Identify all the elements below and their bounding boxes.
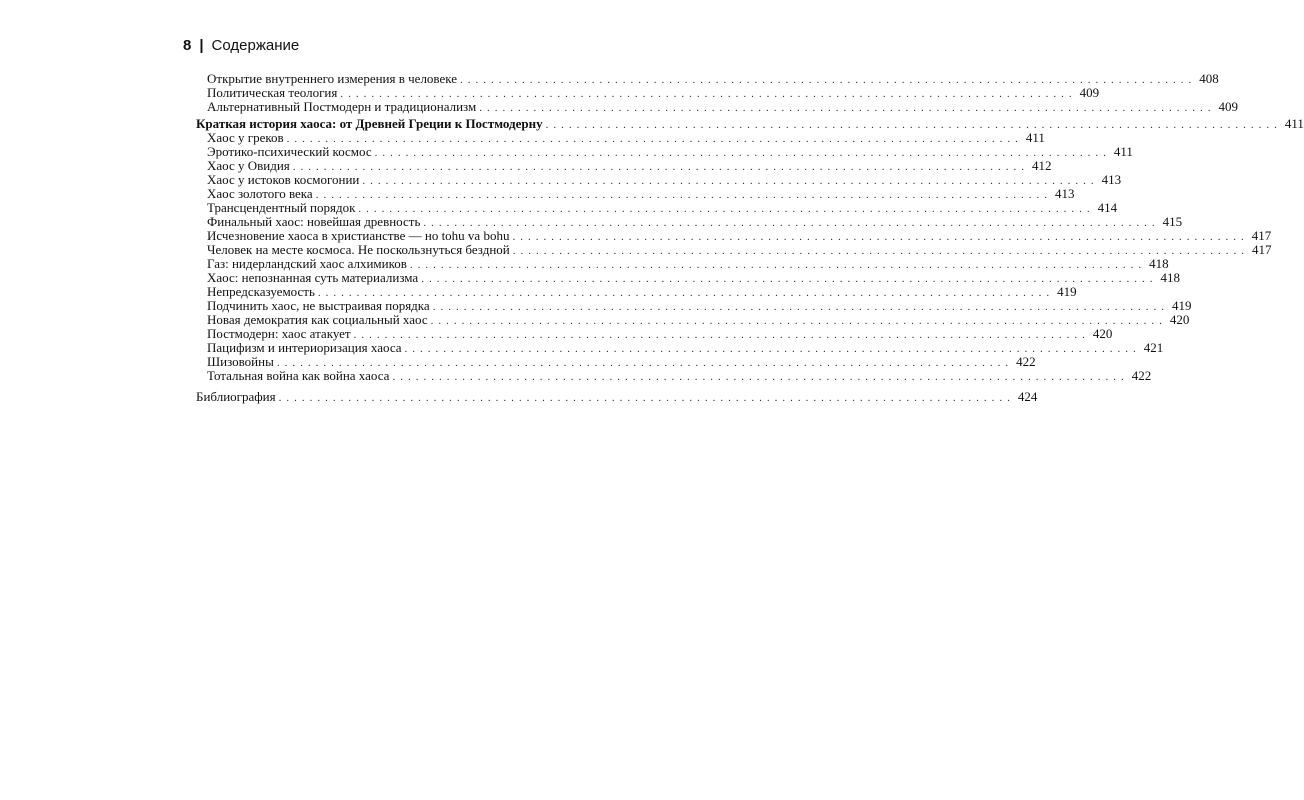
section-title: Содержание — [211, 37, 300, 54]
toc-entry-title: Человек на месте космоса. Не поскользнуться бездной — [207, 242, 510, 257]
dot-leader: ............................................................................................... — [545, 119, 1282, 131]
toc-entry — [207, 144, 1133, 159]
toc-entry-title: Хаос: непознанная суть материализма — [207, 270, 419, 285]
toc-bibliography-title: Библиография — [196, 389, 276, 404]
toc-entry-page: 419 — [1057, 284, 1077, 299]
toc-entry — [207, 368, 1152, 383]
toc-entry — [207, 186, 1075, 201]
toc-entry-title: Хаос у истоков космогонии — [207, 172, 360, 187]
toc-chapter-page: 411 — [1284, 116, 1304, 131]
dot-leader: ............................................................................................... — [276, 357, 1014, 369]
toc-entry — [207, 256, 1169, 271]
page-number: 8 — [183, 37, 192, 54]
dot-leader: ............................................................................................... — [340, 88, 1077, 100]
toc-entry — [207, 130, 1045, 145]
toc-entry-title: Трансцендентный порядок — [207, 200, 356, 215]
toc-entry-page: 412 — [1032, 158, 1052, 173]
toc-entry-title: Шизовойны — [207, 354, 274, 369]
toc-entry-page: 418 — [1160, 270, 1180, 285]
dot-leader: ............................................................................................... — [404, 343, 1141, 355]
dot-leader: ............................................................................................... — [512, 231, 1249, 243]
toc-entry — [207, 214, 1183, 229]
dot-leader: ............................................................................................... — [315, 189, 1052, 201]
toc-entry — [207, 326, 1113, 341]
toc-entry — [207, 228, 1272, 243]
toc-entry-page: 420 — [1092, 326, 1113, 341]
toc-entry — [207, 242, 1272, 257]
dot-leader: ............................................................................................... — [512, 245, 1249, 257]
toc-entry — [207, 200, 1118, 215]
toc-entry-title: Непредсказуемость — [207, 284, 315, 299]
toc-entry-page: 408 — [1199, 71, 1219, 86]
toc-entry-title: Финальный хаос: новейшая древность — [207, 214, 421, 229]
toc-entry-title: Хаос золотого века — [207, 186, 313, 201]
toc-entry-page: 420 — [1169, 312, 1190, 327]
toc-entry-title: Пацифизм и интериоризация хаоса — [207, 340, 402, 355]
dot-leader: ............................................................................................... — [358, 203, 1095, 215]
toc-entry-title: Тотальная война как война хаоса — [207, 368, 390, 383]
toc-entry-page: 411 — [1113, 144, 1133, 159]
toc-entry-title: Газ: нидерландский хаос алхимиков — [207, 256, 407, 271]
dot-leader: ............................................................................................... — [362, 175, 1099, 187]
dot-leader: ............................................................................................... — [432, 301, 1169, 313]
toc-entry-page: 422 — [1131, 368, 1152, 383]
toc-entry-page: 417 — [1251, 242, 1272, 257]
toc-entry-page: 419 — [1171, 298, 1192, 313]
dot-leader: ............................................................................................... — [392, 371, 1129, 383]
toc-chapter — [196, 116, 1304, 131]
toc-entry-title: Хаос у греков — [207, 130, 284, 145]
header-separator: | — [199, 37, 204, 54]
toc-entry-page: 415 — [1162, 214, 1183, 229]
toc-entry — [207, 158, 1052, 173]
toc-entry — [207, 85, 1100, 100]
toc-entry — [207, 172, 1122, 187]
toc-entry-title: Политическая теология — [207, 85, 338, 100]
dot-leader: ............................................................................................... — [286, 133, 1023, 145]
toc-entry — [207, 354, 1036, 369]
toc-entry-page: 422 — [1016, 354, 1036, 369]
toc-entry — [207, 71, 1219, 86]
toc-entry-title: Альтернативный Постмодерн и традиционализм — [207, 99, 477, 114]
dot-leader: ............................................................................................... — [292, 161, 1030, 173]
dot-leader: ............................................................................................... — [430, 315, 1167, 327]
toc-entry-title: Хаос у Овидия — [207, 158, 290, 173]
toc-entry — [207, 270, 1180, 285]
toc-entry — [207, 99, 1238, 114]
dot-leader: ............................................................................................... — [409, 259, 1147, 271]
dot-leader: ............................................................................................... — [423, 217, 1160, 229]
dot-leader: ............................................................................................... — [479, 102, 1216, 114]
toc-entry-title: Исчезновение хаоса в христианстве — но tohu va bohu — [207, 228, 510, 243]
dot-leader: ............................................................................................... — [374, 147, 1111, 159]
toc-entry-page: 413 — [1054, 186, 1075, 201]
toc-entry-page: 414 — [1097, 200, 1118, 215]
dot-leader: ............................................................................................... — [317, 287, 1055, 299]
dot-leader: ............................................................................................... — [278, 392, 1015, 404]
toc-chapter-title: Краткая история хаоса: от Древней Греции к Постмодерну — [196, 116, 543, 131]
toc-entry-page: 411 — [1025, 130, 1045, 145]
toc-entry-title: Новая демократия как социальный хаос — [207, 312, 428, 327]
toc-entry-page: 409 — [1079, 85, 1100, 100]
toc-entry — [207, 340, 1164, 355]
toc-entry-title: Эротико-психический космос — [207, 144, 372, 159]
toc-entry — [207, 284, 1077, 299]
toc-entry — [207, 298, 1192, 313]
toc-entry-page: 421 — [1143, 340, 1164, 355]
toc-entry-title: Подчинить хаос, не выстраивая порядка — [207, 298, 430, 313]
dot-leader: ............................................................................................... — [421, 273, 1158, 285]
toc-entry-title: Открытие внутреннего измерения в человеке — [207, 71, 458, 86]
toc-bibliography-page: 424 — [1017, 389, 1038, 404]
toc-entry-page: 413 — [1101, 172, 1122, 187]
toc-entry-page: 417 — [1251, 228, 1272, 243]
toc-bibliography — [196, 389, 1038, 404]
toc-entry-page: 409 — [1218, 99, 1238, 114]
toc-entry-page: 418 — [1149, 256, 1169, 271]
dot-leader: ............................................................................................... — [460, 74, 1197, 86]
dot-leader: ............................................................................................... — [353, 329, 1090, 341]
toc-entry-title: Постмодерн: хаос атакует — [207, 326, 351, 341]
running-header — [183, 37, 299, 54]
toc-entry — [207, 312, 1190, 327]
